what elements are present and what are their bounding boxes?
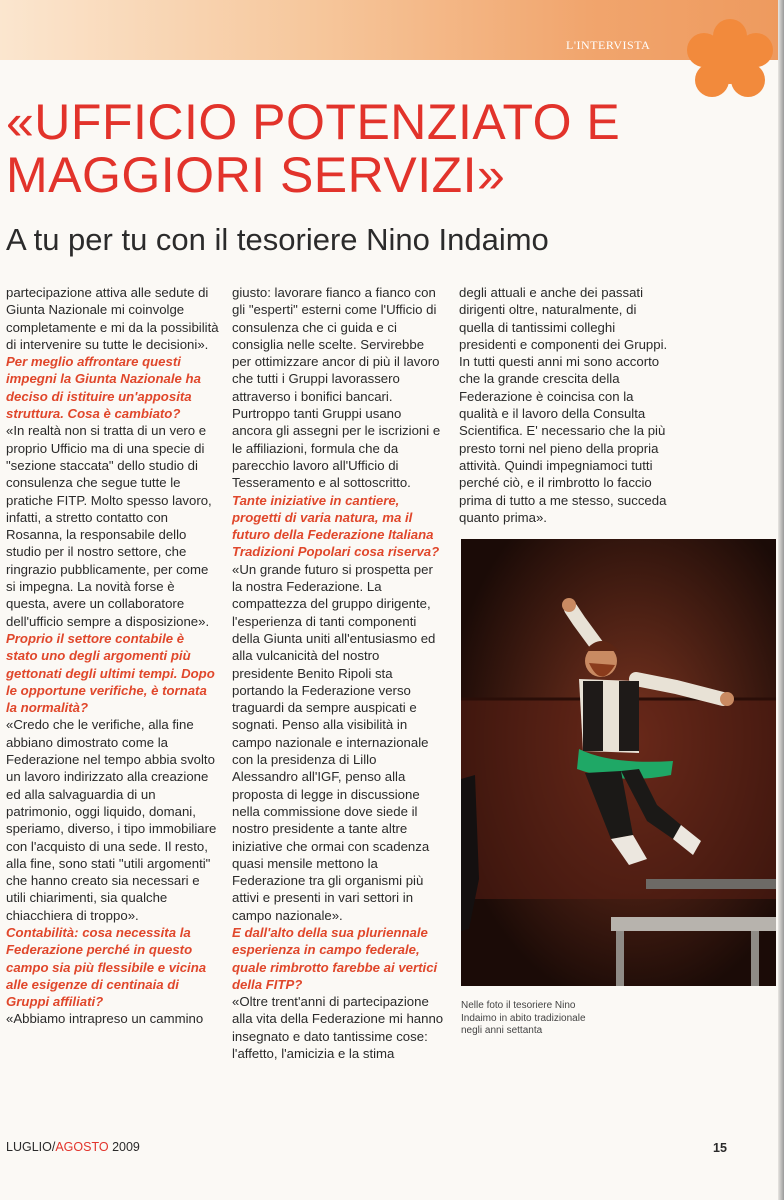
issue-month-1: LUGLIO/ (6, 1140, 56, 1154)
text-column-1 (6, 284, 219, 1028)
text-column-3 (459, 284, 671, 526)
page-number: 15 (713, 1141, 727, 1155)
header-band (0, 0, 784, 60)
article-title: «UFFICIO POTENZIATO E MAGGIORI SERVIZI» (6, 94, 621, 203)
interview-answer: «Un grande futuro si prospetta per la nostra Federazione. La compattezza del gruppo dirigente, l'esperienza di tanti componenti della Giunta uniti all'entusiasmo ed alla vulcanicità del nostro presidente Benito Ripoli sta portando la Federazione verso traguardi da sempre auspicati e sognati. Penso alla visibilità in campo nazionale e internazionale con la presidenza di Lillo Alessandro all'IGF, penso alla proposta di legge in discussione nella commissione dove siede il nostro presidente a tante altre iniziative che ormai con scadenza quasi mensile mettono la Federazione tra gli organismi più attivi e presenti in vari settori in campo nazionale». (232, 561, 436, 923)
interview-question: E dall'alto della sua pluriennale esperienza in campo federale, quale rimbrotto farebbe ai vertici della FITP? (232, 924, 438, 992)
issue-month-2: AGOSTO (55, 1140, 109, 1154)
interview-answer: giusto: lavorare fianco a fianco con gli "esperti" esterni come l'Ufficio di consulenza che ci guida e ci consiglia nelle scelte. Servirebbe per ottimizzare ancor di più il lavoro che tutti i Gruppi lavorassero attraverso i bonifici bancari. Purtroppo tanti Gruppi usano ancora gli assegni per le iscrizioni e le affiliazioni, formula che da parecchio lavoro all'Ufficio di Tesseramento e al sottoscritto. (232, 285, 441, 491)
photo-caption: Nelle foto il tesoriere Nino Indaimo in abito tradizionale negli anni settanta (461, 1000, 586, 1036)
interview-answer: «Oltre trent'anni di partecipazione alla vita della Federazione mi hanno insegnato e dato tantissime cose: l'affetto, l'amicizia e la stima (232, 994, 444, 1062)
text-column-2 (232, 284, 444, 1062)
page-edge-shadow (778, 0, 784, 1200)
interview-question: Per meglio affrontare questi impegni la Giunta Nazionale ha deciso di istituire un'apposita struttura. Cosa è cambiato? (6, 354, 201, 422)
issue-date (6, 1140, 140, 1154)
flower-icon (684, 18, 776, 104)
interview-question: Proprio il settore contabile è stato uno degli argomenti più gettonati degli ultimi tempi. Dopo le opportune verifiche, è tornata la normalità? (6, 630, 215, 716)
interview-answer: «Abbiamo intrapreso un cammino (6, 1011, 204, 1027)
dancer-photo (461, 539, 776, 986)
interview-answer: degli attuali e anche dei passati dirigenti oltre, naturalmente, di quella di tantissimi colleghi presidenti e componenti dei Gruppi. In tutti questi anni mi sono accorto che la grande crescita della Federazione è coincisa con la qualità e il lavoro della Consulta Scientifica. E' necessario che la più presto torni nel pieno della propria attività. Quindi impegniamoci tutti perché ciò, e il rimbrotto lo faccio prima di tutto a me stesso, succeda quanto prima». (459, 285, 668, 525)
interview-question: Tante iniziative in cantiere, progetti di varia natura, ma il futuro della Federazione Italiana Tradizioni Popolari cosa riserva? (232, 492, 440, 560)
interview-answer: «In realtà non si tratta di un vero e proprio Ufficio ma di una specie di "sezione staccata" dello studio di consulenza che segue tutte le pratiche FITP. Molto spesso lavoro, infatti, a stretto contatto con Rosanna, la responsabile dello studio per il nostro settore, che ringrazio pubblicamente, per come si impegna. La novità forse è questa, avere un collaboratore dell'ufficio sempre a disposizione». (6, 423, 212, 629)
issue-year: 2009 (108, 1140, 140, 1154)
interview-answer: partecipazione attiva alle sedute di Giunta Nazionale mi coinvolge completamente e mi da la possibilità di intervenire su tutte le decisioni». (6, 285, 219, 352)
section-label: L'INTERVISTA (566, 38, 651, 52)
interview-answer: «Credo che le verifiche, alla fine abbiano dimostrato come la Federazione nel tempo abbia svolto un lavoro indirizzato alla creazione ed alla salvaguardia di un patrimonio, oggi liquido, domani, speriamo, diverso, i tipo immobiliare con l'acquisto di una sede. Il resto, alla fine, sono stati "utili argomenti" che hanno creato sia necessari e utili chiarimenti, sia qualche chiacchiera di troppo». (6, 717, 217, 923)
article-subtitle: A tu per tu con il tesoriere Nino Indaimo (6, 222, 549, 257)
interview-question: Contabilità: cosa necessita la Federazione perché in questo campo sia più flessibile e vicina alle esigenze di centinaia di Gruppi affiliati? (6, 924, 207, 1010)
